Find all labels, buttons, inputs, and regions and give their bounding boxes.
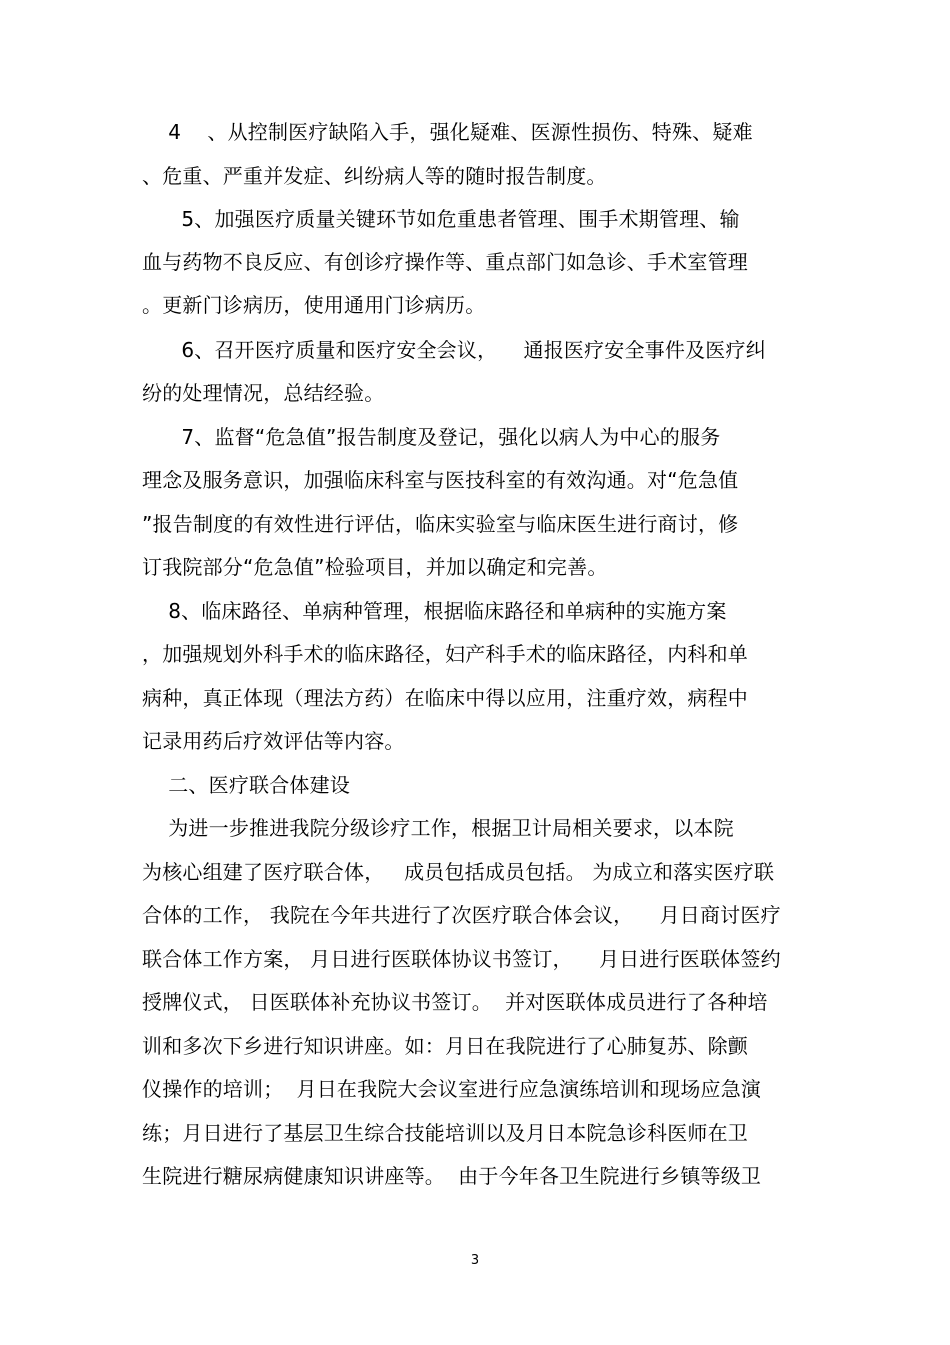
text-line: 7、监督“危急值”报告制度及登记，强化以病人为中心的服务 xyxy=(142,425,721,449)
text-line: 合体的工作， 我院在今年共进行了次医疗联合体会议， 月日商讨医疗 xyxy=(142,903,781,927)
text-line: 5、加强医疗质量关键环节如危重患者管理、围手术期管理、输 xyxy=(142,207,740,231)
text-line: 血与药物不良反应、有创诊疗操作等、重点部门如急诊、手术室管理 xyxy=(142,250,748,274)
text-line: 订我院部分“危急值”检验项目，并加以确定和完善。 xyxy=(142,555,608,579)
text-line: 记录用药后疗效评估等内容。 xyxy=(142,729,405,753)
page-number: 3 xyxy=(470,1253,480,1268)
text-line: 为核心组建了医疗联合体， 成员包括成员包括。 为成立和落实医疗联 xyxy=(142,860,775,884)
text-line: 联合体工作方案， 月日进行医联体协议书签订， 月日进行医联体签约 xyxy=(142,947,781,971)
text-line: 、危重、严重并发症、纠纷病人等的随时报告制度。 xyxy=(142,164,607,188)
text-line: 4 、从控制医疗缺陷入手，强化疑难、医源性损伤、特殊、疑难 xyxy=(142,120,753,144)
text-line: 纷的处理情况，总结经验。 xyxy=(142,381,385,405)
text-line: 病种，真正体现（理法方药）在临床中得以应用，注重疗效，病程中 xyxy=(142,686,748,710)
text-line: 授牌仪式， 日医联体补充协议书签订。 并对医联体成员进行了各种培 xyxy=(142,990,768,1014)
text-line: 6、召开医疗质量和医疗安全会议， 通报医疗安全事件及医疗纠 xyxy=(142,338,766,362)
text-line: ，加强规划外科手术的临床路径，妇产科手术的临床路径，内科和单 xyxy=(142,642,748,666)
text-line: 练；月日进行了基层卫生综合技能培训以及月日本院急诊科医师在卫 xyxy=(142,1121,748,1145)
text-line: 为进一步推进我院分级诊疗工作，根据卫计局相关要求，以本院 xyxy=(142,816,734,840)
text-line: ”报告制度的有效性进行评估，临床实验室与临床医生进行商讨，修 xyxy=(142,512,739,536)
text-line: 训和多次下乡进行知识讲座。如：月日在我院进行了心肺复苏、除颤 xyxy=(142,1034,748,1058)
text-line: 理念及服务意识，加强临床科室与医技科室的有效沟通。对“危急值 xyxy=(142,468,739,492)
text-line: 8、临床路径、单病种管理，根据临床路径和单病种的实施方案 xyxy=(142,599,727,623)
section-heading: 二、医疗联合体建设 xyxy=(142,773,351,797)
text-line: 。更新门诊病历，使用通用门诊病历。 xyxy=(142,293,486,317)
text-line: 生院进行糖尿病健康知识讲座等。 由于今年各卫生院进行乡镇等级卫 xyxy=(142,1164,762,1188)
text-line: 仪操作的培训； 月日在我院大会议室进行应急演练培训和现场应急演 xyxy=(142,1077,762,1101)
